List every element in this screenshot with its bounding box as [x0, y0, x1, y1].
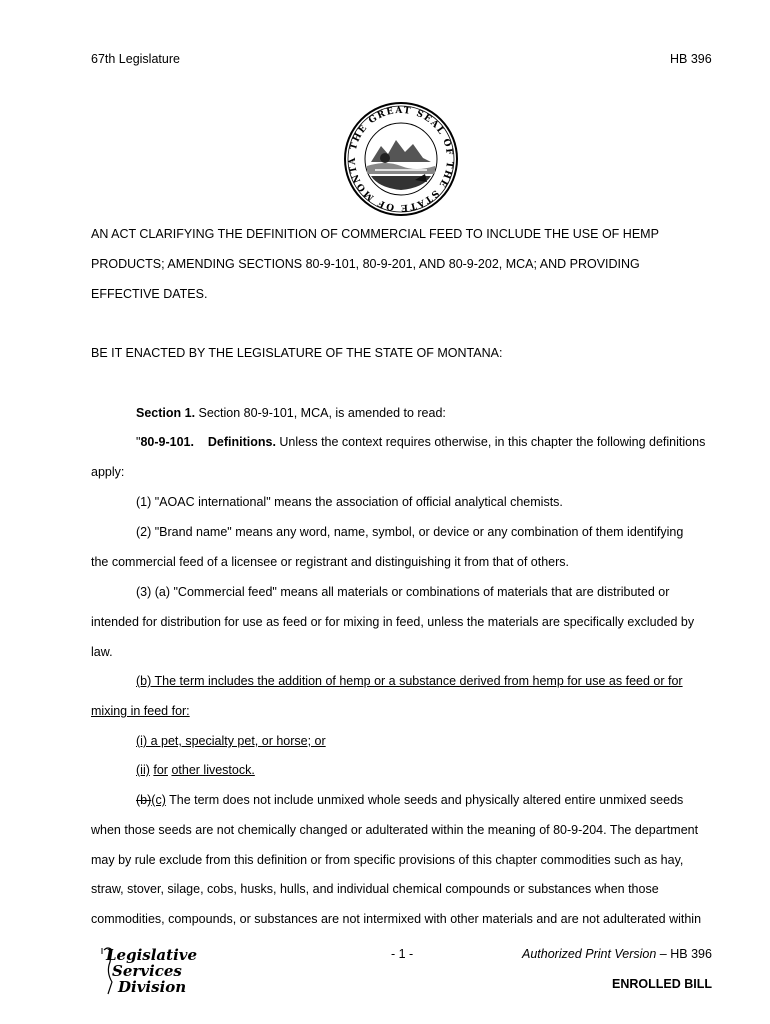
legislative-services-division-logo [98, 942, 198, 1002]
item-2-line-2: the commercial feed of a licensee or registrant and distinguishing it from that of others. [91, 555, 570, 569]
item-3c-line-5: commodities, compounds, or substances are not intermixed with other materials and are not adulterated within [91, 912, 702, 926]
page-number: - 1 - [391, 947, 414, 961]
item-2-line-1: (2) "Brand name" means any word, name, symbol, or device or any combination of them identifying [136, 525, 684, 539]
title-line-2: PRODUCTS; AMENDING SECTIONS 80-9-101, 80-9-201, AND 80-9-202, MCA; AND PROVIDING [91, 257, 640, 271]
sub-ii-label: (ii) [136, 763, 150, 777]
open-quote: " [136, 435, 141, 449]
item-3b-line-2: mixing in feed for: [91, 704, 190, 718]
section-1-label: Section 1. [136, 406, 196, 420]
version-bill: HB 396 [670, 947, 712, 961]
inserted-text: (c) [151, 793, 166, 807]
item-3b-sub-i: (i) a pet, specialty pet, or horse; or [136, 734, 326, 748]
definitions-number: 80-9-101. [140, 435, 194, 449]
item-3a-line-1: (3) (a) "Commercial feed" means all materials or combinations of materials that are distributed or [136, 585, 670, 599]
logo-line-2: Services [112, 962, 182, 980]
logo-line-1: Legislative [106, 946, 198, 964]
title-line-1: AN ACT CLARIFYING THE DEFINITION OF COMMERCIAL FEED TO INCLUDE THE USE OF HEMP [91, 227, 659, 241]
struck-text: (b) [136, 793, 152, 807]
definitions-text: Unless the context requires otherwise, in this chapter the following definitions [275, 435, 706, 449]
definitions-heading: Definitions. [207, 435, 276, 449]
enacting-clause: BE IT ENACTED BY THE LEGISLATURE OF THE STATE OF MONTANA: [91, 346, 503, 360]
header-legislature: 67th Legislature [91, 52, 180, 66]
item-3a-line-2: intended for distribution for use as feed or for mixing in feed, unless the materials are specifically excluded by [91, 615, 695, 629]
definitions-line-2: apply: [91, 465, 125, 479]
item-3c-line-1 [136, 793, 683, 807]
definitions-line-1 [136, 435, 705, 449]
enrolled-bill-status: ENROLLED BILL [612, 977, 712, 991]
item-3c-line-4: straw, stover, silage, cobs, husks, hulls, and individual chemical compounds or substances when those [91, 882, 659, 896]
title-line-3: EFFECTIVE DATES. [91, 287, 208, 301]
state-seal-image [341, 100, 461, 218]
section-1-heading [136, 406, 446, 420]
item-3c-line-2: when those seeds are not chemically changed or adulterated within the meaning of 80-9-204. The department [91, 823, 699, 837]
header-bill-number: HB 396 [670, 52, 712, 66]
item-1: (1) "AOAC international" means the association of official analytical chemists. [136, 495, 563, 509]
version-prefix: Authorized Print Version – [522, 947, 671, 961]
item-3c-line-3: may by rule exclude from this definition or from specific provisions of this chapter commodities such as hay, [91, 853, 684, 867]
item-3b-sub-ii [136, 763, 255, 777]
authorized-print-version [522, 947, 712, 961]
section-1-text: Section 80-9-101, MCA, is amended to read: [195, 406, 446, 420]
item-3a-line-3: law. [91, 645, 113, 659]
sub-ii-rest: other livestock. [171, 763, 255, 777]
sub-ii-for: for [153, 763, 168, 777]
logo-line-3: Division [118, 978, 187, 996]
item-3c-rest: The term does not include unmixed whole seeds and physically altered entire unmixed seeds [165, 793, 684, 807]
item-3b-line-1: (b) The term includes the addition of hemp or a substance derived from hemp for use as feed or for [136, 674, 683, 688]
svg-text:THE GREAT SEAL OF THE STATE OF: THE GREAT SEAL OF THE STATE OF MONTA [347, 105, 455, 213]
